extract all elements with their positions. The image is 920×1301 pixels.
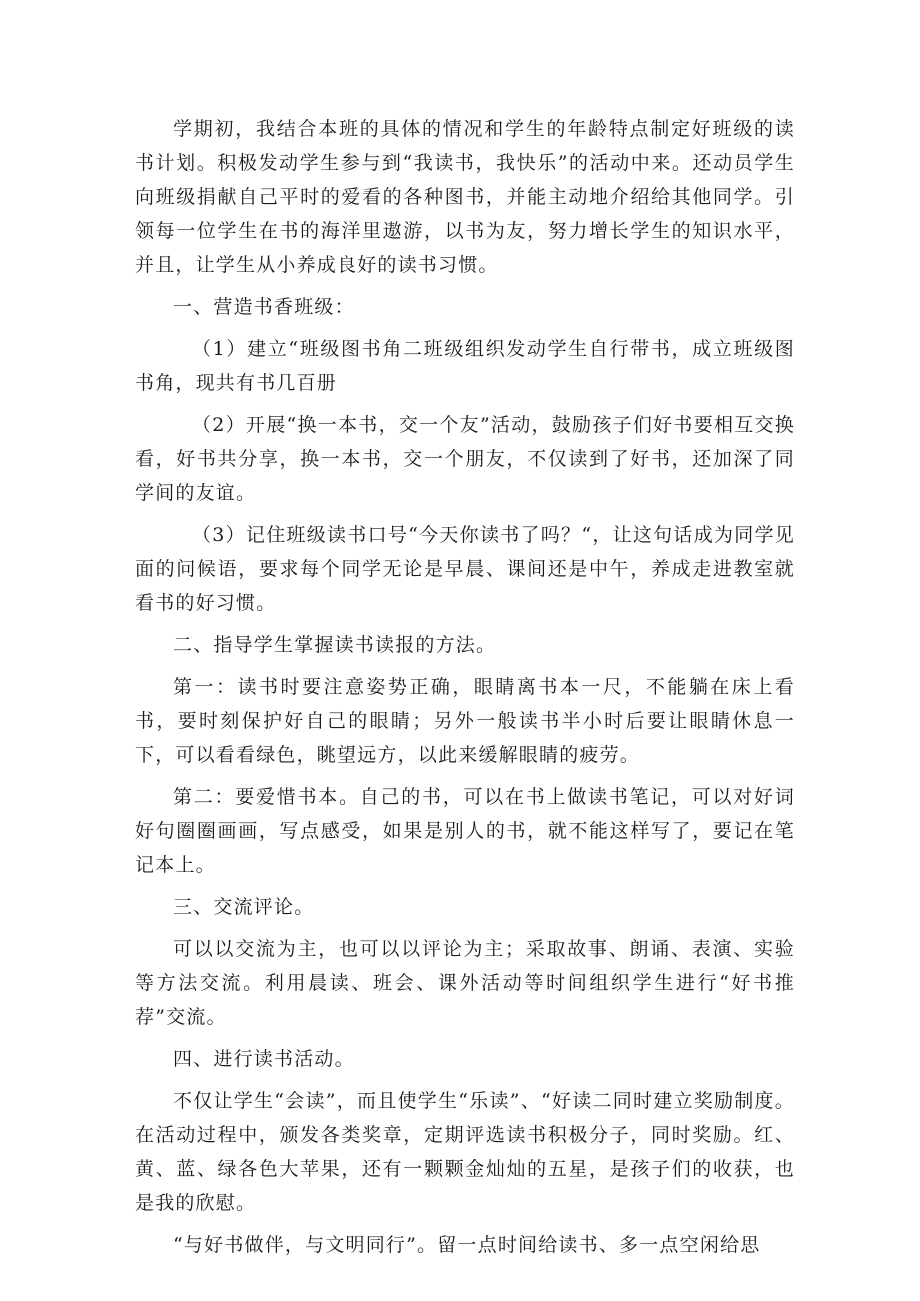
section-heading-1: 一、营造书香班级： <box>173 296 355 318</box>
paragraph-activities: 不仅让学生“会读”，而且使学生“乐读”、“好读二同时建立奖励制度。在活动过程中，颁发各类奖章，定期评选读书积极分子，同时奖励。红、黄、蓝、绿各色大苹果，还有一颗颗金灿灿的五星，是孩子们的收获，也是我的欣慰。 <box>135 1090 795 1214</box>
section-heading-3: 三、交流评论。 <box>173 896 315 918</box>
paragraph-exchange: 可以以交流为主，也可以以评论为主；采取故事、朗诵、表演、实验等方法交流。利用晨读、班会、课外活动等时间组织学生进行“好书推荐”交流。 <box>135 938 795 1028</box>
paragraph-closing: “与好书做伴，与文明同行”。留一点时间给读书、多一点空闲给思 <box>173 1234 761 1256</box>
list-item-1: （1）建立“班级图书角二班级组织发动学生自行带书，成立班级图书角，现共有书几百册 <box>135 338 795 394</box>
paragraph-second: 第二：要爱惜书本。自己的书，可以在书上做读书笔记，可以对好词好句圈圈画画，写点感受，如果是别人的书，就不能这样写了，要记在笔记本上。 <box>135 786 795 876</box>
list-item-3: （3）记住班级读书口号“今天你读书了吗？“，让这句话成为同学见面的问候语，要求每个同学无论是早晨、课间还是中午，养成走进教室就看书的好习惯。 <box>135 524 795 614</box>
section-heading-2: 二、指导学生掌握读书读报的方法。 <box>173 634 497 656</box>
paragraph-intro: 学期初，我结合本班的具体的情况和学生的年龄特点制定好班级的读书计划。积极发动学生参与到“我读书，我快乐”的活动中来。还动员学生向班级捐献自己平时的爱看的各种图书，并能主动地介绍给其他同学。引领每一位学生在书的海洋里遨游，以书为友，努力增长学生的知识水平，并且，让学生从小养成良好的读书习惯。 <box>135 118 795 276</box>
list-item-2: （2）开展“换一本书，交一个友”活动，鼓励孩子们好书要相互交换看，好书共分享，换一本书，交一个朋友，不仅读到了好书，还加深了同学间的友谊。 <box>135 414 795 504</box>
section-heading-4: 四、进行读书活动。 <box>173 1048 355 1070</box>
paragraph-first: 第一：读书时要注意姿势正确，眼睛离书本一尺，不能躺在床上看书，要时刻保护好自己的眼睛；另外一般读书半小时后要让眼睛休息一下，可以看看绿色，眺望远方，以此来缓解眼睛的疲劳。 <box>135 676 795 766</box>
document-body <box>135 112 795 1262</box>
